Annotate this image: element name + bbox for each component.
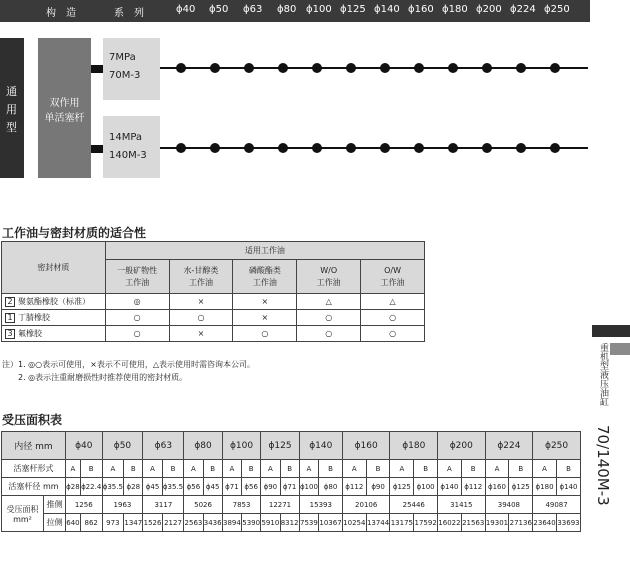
availability-dot (516, 143, 526, 153)
header-size: ϕ125 (340, 4, 366, 15)
rod-form-cell: A (299, 460, 318, 478)
push-area-cell: 49087 (533, 496, 581, 514)
side-tab (592, 325, 630, 337)
availability-dot (278, 63, 288, 73)
header-size: ϕ50 (209, 4, 229, 15)
seal-header: 密封材质 (2, 242, 106, 294)
availability-dot (176, 63, 186, 73)
push-area-cell: 5026 (184, 496, 222, 514)
rod-dia-cell: ϕ71 (280, 478, 299, 496)
pull-area-cell: 3894 (222, 514, 241, 532)
rod-form-cell: B (319, 460, 343, 478)
pull-area-cell: 23640 (533, 514, 557, 532)
rod-dia-cell: ϕ28 (124, 478, 143, 496)
pull-area-cell: 3436 (203, 514, 222, 532)
availability-dot (312, 143, 322, 153)
rod-dia-label: 活塞杆径 mm (2, 478, 66, 496)
header-size: ϕ250 (544, 4, 570, 15)
pressure-label: 7MPa (109, 52, 136, 63)
push-area-cell: 39408 (485, 496, 533, 514)
header-size: ϕ80 (277, 4, 297, 15)
area-table-title: 受压面积表 (2, 413, 63, 427)
actuator-label: 单活塞杆 (44, 113, 85, 124)
rod-form-cell: B (80, 460, 102, 478)
cell: × (233, 310, 297, 326)
bore-cell: ϕ40 (66, 432, 103, 460)
pull-area-cell: 10367 (319, 514, 343, 532)
header-size: ϕ180 (442, 4, 468, 15)
availability-dot (482, 143, 492, 153)
rod-form-cell: B (461, 460, 485, 478)
suitability-title: 工作油与密封材质的适合性 (2, 226, 147, 240)
bore-cell: ϕ140 (299, 432, 342, 460)
table-row (2, 326, 425, 342)
cell: × (169, 294, 233, 310)
push-area-cell: 3117 (143, 496, 184, 514)
bore-cell: ϕ80 (184, 432, 222, 460)
availability-dot (448, 63, 458, 73)
availability-dot (278, 143, 288, 153)
push-area-cell: 20106 (342, 496, 390, 514)
seal-name: 丁腈橡胶 (18, 313, 50, 322)
rod-dia-cell: ϕ45 (203, 478, 222, 496)
seal-number: 3 (5, 329, 15, 339)
rod-dia-cell: ϕ140 (556, 478, 580, 496)
rod-dia-cell: ϕ56 (184, 478, 203, 496)
rod-dia-cell: ϕ35.5 (162, 478, 184, 496)
type-char: 用 (6, 103, 17, 116)
rod-dia-cell: ϕ28 (66, 478, 81, 496)
table-row (2, 294, 425, 310)
cell: ○ (297, 326, 361, 342)
bore-cell: ϕ224 (485, 432, 533, 460)
availability-dot (380, 63, 390, 73)
rod-form-cell: A (390, 460, 414, 478)
rod-dia-cell: ϕ80 (319, 478, 343, 496)
rod-form-cell: A (184, 460, 203, 478)
pull-area-cell: 17592 (414, 514, 438, 532)
oil-column-header: 磷酸酯类 工作油 (233, 260, 297, 294)
pressure-box-14mpa (103, 116, 160, 178)
side-label-series: 70/140M-3 (594, 425, 612, 506)
bore-cell: ϕ125 (261, 432, 299, 460)
rod-form-label: 活塞杆形式 (2, 460, 66, 478)
availability-dot (176, 143, 186, 153)
table-row (2, 310, 425, 326)
header-size: ϕ200 (476, 4, 502, 15)
rod-form-cell: B (556, 460, 580, 478)
rod-form-cell: A (438, 460, 462, 478)
side-tab-accent (610, 343, 630, 355)
availability-dot (346, 63, 356, 73)
pull-area-cell: 13744 (366, 514, 390, 532)
cell: △ (297, 294, 361, 310)
availability-dot (550, 143, 560, 153)
seal-name: 聚氨酯橡胶（标准） (18, 297, 90, 306)
rod-form-cell: A (342, 460, 366, 478)
rod-form-cell: B (280, 460, 299, 478)
note-2: 2. ◎表示注重耐磨损性时推荐使用的密封材质。 (18, 373, 188, 382)
bore-label: 内径 mm (2, 432, 66, 460)
bore-cell: ϕ100 (222, 432, 260, 460)
type-block (0, 38, 24, 178)
rod-dia-cell: ϕ71 (222, 478, 241, 496)
rod-form-cell: B (509, 460, 533, 478)
availability-dot (482, 63, 492, 73)
header-size: ϕ100 (306, 4, 332, 15)
header-size: ϕ140 (374, 4, 400, 15)
pressure-label: 14MPa (109, 132, 143, 143)
pressure-box-7mpa (103, 38, 160, 100)
rod-dia-cell: ϕ112 (461, 478, 485, 496)
cell: × (169, 326, 233, 342)
area-label-text: 受压面积 (6, 504, 39, 514)
pull-label: 拉侧 (44, 514, 66, 532)
rod-dia-cell: ϕ112 (342, 478, 366, 496)
bore-cell: ϕ180 (390, 432, 438, 460)
cell: × (233, 294, 297, 310)
bore-cell: ϕ63 (143, 432, 184, 460)
cell: ○ (361, 310, 425, 326)
availability-dot (244, 143, 254, 153)
rod-dia-cell: ϕ90 (261, 478, 280, 496)
actuator-box (38, 38, 91, 178)
rod-form-cell: A (261, 460, 280, 478)
rod-form-cell: B (366, 460, 390, 478)
bore-cell: ϕ200 (438, 432, 486, 460)
availability-dot (414, 63, 424, 73)
actuator-label: 双作用 (49, 98, 80, 109)
availability-dot (414, 143, 424, 153)
oil-column-header: W/O 工作油 (297, 260, 361, 294)
push-area-cell: 7853 (222, 496, 260, 514)
pull-area-cell: 10254 (342, 514, 366, 532)
seal-number: 1 (5, 313, 15, 323)
rod-dia-cell: ϕ125 (509, 478, 533, 496)
pull-area-cell: 5390 (242, 514, 261, 532)
pull-area-cell: 2563 (184, 514, 203, 532)
rod-dia-cell: ϕ45 (143, 478, 162, 496)
rod-dia-cell: ϕ140 (438, 478, 462, 496)
seal-number: 2 (5, 297, 15, 307)
availability-dot (312, 63, 322, 73)
availability-dot (516, 63, 526, 73)
pull-area-cell: 13175 (390, 514, 414, 532)
header-size: ϕ224 (510, 4, 536, 15)
pull-area-cell: 16022 (438, 514, 462, 532)
cell: ◎ (105, 294, 169, 310)
rod-form-cell: B (162, 460, 184, 478)
pull-area-cell: 1347 (124, 514, 143, 532)
area-label (2, 496, 44, 532)
cell: ○ (361, 326, 425, 342)
rod-form-cell: A (222, 460, 241, 478)
pull-area-cell: 5910 (261, 514, 280, 532)
availability-dot (210, 63, 220, 73)
pull-area-cell: 862 (80, 514, 102, 532)
oil-column-header: O/W 工作油 (361, 260, 425, 294)
series-label: 70M-3 (109, 70, 141, 81)
push-label: 推侧 (44, 496, 66, 514)
connector-bar (91, 65, 103, 73)
rod-form-cell: B (203, 460, 222, 478)
rod-dia-cell: ϕ56 (242, 478, 261, 496)
availability-dot (380, 143, 390, 153)
rod-dia-cell: ϕ22.4 (80, 478, 102, 496)
availability-dot (244, 63, 254, 73)
type-char: 通 (6, 85, 17, 98)
push-area-cell: 1963 (102, 496, 143, 514)
header-size: ϕ160 (408, 4, 434, 15)
oil-header: 适用工作油 (105, 242, 424, 260)
rod-form-cell: B (242, 460, 261, 478)
pull-area-cell: 21563 (461, 514, 485, 532)
rod-form-cell: A (66, 460, 81, 478)
rod-form-cell: B (414, 460, 438, 478)
cell: ○ (297, 310, 361, 326)
pull-area-cell: 973 (102, 514, 124, 532)
header-bar (0, 0, 590, 22)
cell: ○ (233, 326, 297, 342)
oil-column-header: 水-甘醇类 工作油 (169, 260, 233, 294)
pull-area-cell: 2127 (162, 514, 184, 532)
rod-form-cell: B (124, 460, 143, 478)
suitability-table (1, 241, 425, 342)
rod-form-cell: A (143, 460, 162, 478)
push-area-cell: 1256 (66, 496, 103, 514)
availability-dot (448, 143, 458, 153)
rod-dia-cell: ϕ125 (390, 478, 414, 496)
pull-area-cell: 19301 (485, 514, 509, 532)
cell: △ (361, 294, 425, 310)
push-area-cell: 15393 (299, 496, 342, 514)
area-table (1, 431, 581, 532)
rod-dia-cell: ϕ160 (485, 478, 509, 496)
rod-dia-cell: ϕ180 (533, 478, 557, 496)
rod-dia-cell: ϕ100 (414, 478, 438, 496)
rod-dia-cell: ϕ100 (299, 478, 318, 496)
rod-form-cell: A (485, 460, 509, 478)
seal-name: 氟橡胶 (18, 329, 42, 338)
header-size: ϕ40 (176, 4, 196, 15)
series-label: 140M-3 (109, 150, 147, 161)
rod-dia-cell: ϕ90 (366, 478, 390, 496)
cell: ○ (105, 326, 169, 342)
connector-bar (91, 145, 103, 153)
availability-dot (210, 143, 220, 153)
push-area-cell: 31415 (438, 496, 486, 514)
pull-area-cell: 640 (66, 514, 81, 532)
rod-form-cell: A (102, 460, 124, 478)
rod-dia-cell: ϕ35.5 (102, 478, 124, 496)
pull-area-cell: 27136 (509, 514, 533, 532)
push-area-cell: 12271 (261, 496, 299, 514)
bore-cell: ϕ160 (342, 432, 390, 460)
cell: ○ (169, 310, 233, 326)
bore-cell: ϕ250 (533, 432, 581, 460)
side-label-category: 重机型液压油缸 (598, 343, 608, 406)
bore-cell: ϕ50 (102, 432, 143, 460)
header-size: ϕ63 (243, 4, 263, 15)
area-unit: mm² (13, 514, 32, 524)
push-area-cell: 25446 (390, 496, 438, 514)
cell: ○ (105, 310, 169, 326)
note-1: 注）1. ◎○表示可使用，×表示不可使用，△表示使用时需咨询本公司。 (2, 360, 255, 369)
pull-area-cell: 7539 (299, 514, 318, 532)
availability-dot (550, 63, 560, 73)
pull-area-cell: 8312 (280, 514, 299, 532)
header-series: 系 列 (114, 8, 144, 19)
header-structure: 构 造 (46, 8, 76, 19)
type-char: 型 (6, 121, 17, 134)
availability-dot (346, 143, 356, 153)
pull-area-cell: 33693 (556, 514, 580, 532)
pull-area-cell: 1526 (143, 514, 162, 532)
rod-form-cell: A (533, 460, 557, 478)
oil-column-header: 一般矿物性 工作油 (105, 260, 169, 294)
